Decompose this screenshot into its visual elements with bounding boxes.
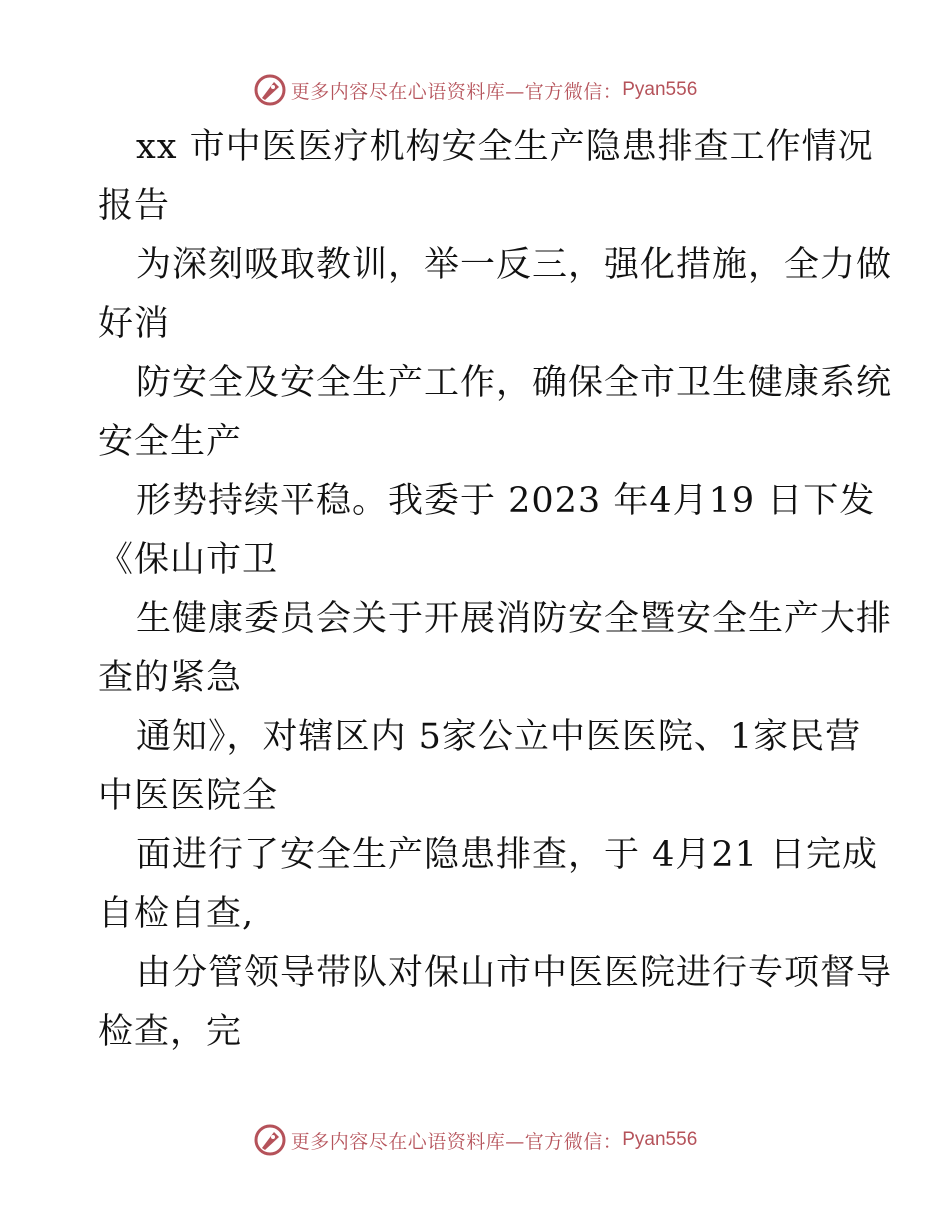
text-line: 生健康委员会关于开展消防安全暨安全生产大排	[136, 599, 893, 639]
text-line: 查的紧急	[98, 658, 243, 698]
text-line: 检查，完	[98, 1012, 243, 1052]
text-line: 由分管领导带队对保山市中医医院进行专项督导	[136, 953, 893, 993]
pen-nib-logo-icon	[253, 73, 287, 107]
banner-account: Pyan556	[622, 1129, 698, 1150]
text-line: 防安全及安全生产工作，确保全市卫生健康系统	[136, 363, 893, 403]
banner-text: 更多内容尽在心语资料库—官方微信：	[290, 80, 623, 103]
text-line: 报告	[98, 186, 171, 226]
text-line: 形势持续平稳。我委于 2023 年4月19 日下发	[136, 481, 876, 521]
banner-text: 更多内容尽在心语资料库—官方微信：	[290, 1130, 623, 1153]
text-line: 自检自查,	[98, 894, 255, 934]
document-body	[98, 118, 893, 1062]
pen-nib-logo-icon	[253, 1123, 287, 1157]
text-line: xx 市中医医疗机构安全生产隐患排查工作情况	[136, 127, 874, 167]
text-line: 中医医院全	[98, 776, 279, 816]
text-line: 安全生产	[98, 422, 243, 462]
text-line: 通知》，对辖区内 5家公立中医医院、1家民营	[136, 717, 862, 757]
text-line: 《保山市卫	[98, 540, 279, 580]
text-line: 为深刻吸取教训，举一反三，强化措施，全力做	[136, 245, 893, 285]
footer-banner	[0, 1120, 950, 1160]
text-line: 面进行了安全生产隐患排查，于 4月21 日完成	[136, 835, 879, 875]
banner-account: Pyan556	[622, 79, 698, 100]
header-banner	[0, 70, 950, 110]
text-line: 好消	[98, 304, 171, 344]
